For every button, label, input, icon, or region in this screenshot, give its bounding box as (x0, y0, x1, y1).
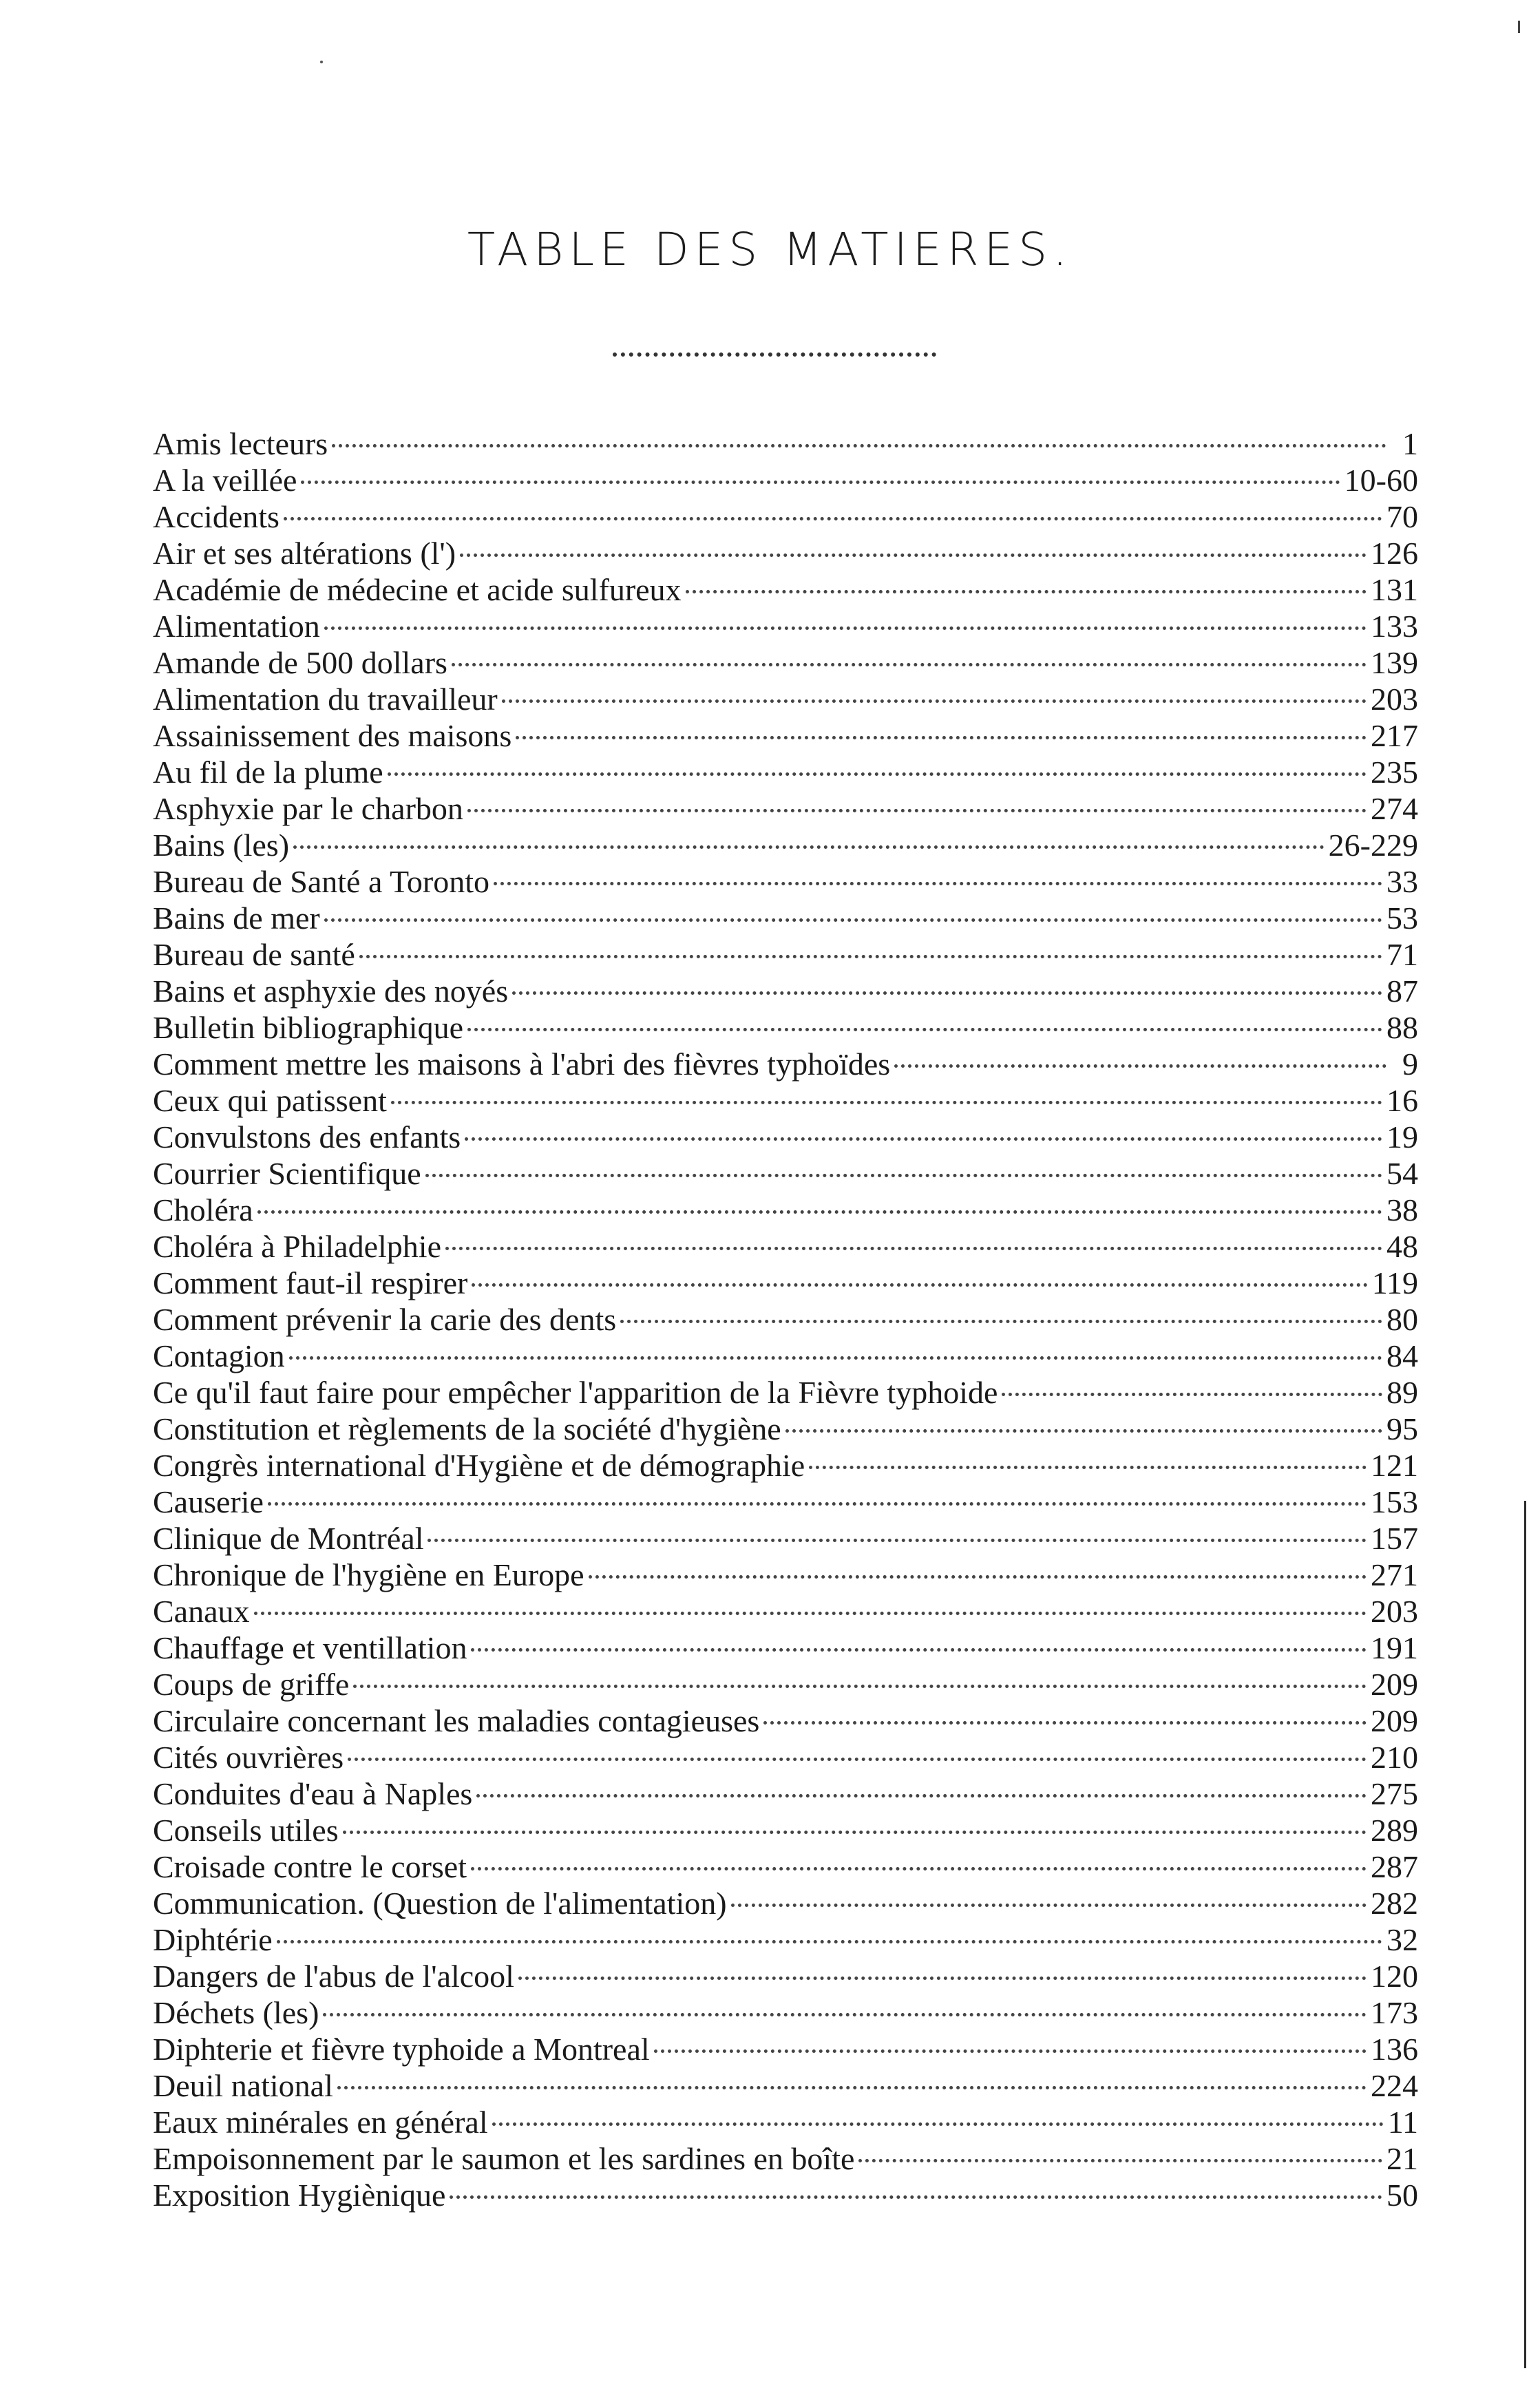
dot-leader (301, 481, 1340, 484)
toc-entry (153, 608, 1418, 644)
dot-leader (492, 2122, 1384, 2126)
toc-entry-page-number: 1 (1402, 426, 1418, 461)
toc-entry (153, 936, 1418, 973)
toc-entry-page-number: 84 (1386, 1338, 1418, 1373)
page-title: TABLE DES MATIERES. (467, 223, 1073, 276)
dot-leader (471, 1867, 1367, 1870)
toc-entry-page-number: 11 (1387, 2105, 1418, 2140)
toc-entry (153, 1046, 1418, 1082)
toc-entry (153, 2104, 1418, 2140)
toc-entry-title: Bureau de santé (153, 937, 355, 972)
toc-entry-page-number: 53 (1386, 900, 1418, 936)
dot-leader (467, 1028, 1382, 1031)
dot-leader (894, 1064, 1386, 1068)
toc-entry (153, 1557, 1418, 1593)
toc-entry-title: Bains (les) (153, 828, 290, 863)
toc-entry-page-number: 224 (1371, 2068, 1418, 2103)
dot-leader (324, 918, 1382, 922)
toc-entry (153, 1848, 1418, 1885)
toc-entry-title: Clinique de Montréal (153, 1521, 424, 1556)
dot-leader (654, 2049, 1367, 2053)
dot-leader (494, 882, 1382, 885)
table-of-contents (153, 425, 1418, 2213)
toc-entry-title: Asphyxie par le charbon (153, 791, 463, 826)
toc-entry (153, 1630, 1418, 1666)
toc-entry-page-number: 191 (1371, 1630, 1418, 1665)
toc-entry-page-number: 9 (1402, 1046, 1418, 1082)
toc-entry (153, 425, 1418, 462)
toc-entry (153, 1775, 1418, 1812)
toc-entry-title: Conseils utiles (153, 1813, 339, 1848)
toc-entry-page-number: 119 (1371, 1265, 1418, 1300)
toc-entry-page-number: 70 (1386, 499, 1418, 534)
toc-entry-title: Deuil national (153, 2068, 333, 2103)
toc-entry-page-number: 209 (1371, 1703, 1418, 1738)
toc-entry (153, 900, 1418, 936)
toc-entry-title: Croisade contre le corset (153, 1849, 467, 1884)
toc-entry-page-number: 271 (1371, 1557, 1418, 1592)
toc-entry-page-number: 289 (1371, 1813, 1418, 1848)
toc-entry-page-number: 217 (1371, 718, 1418, 753)
dot-leader (391, 1101, 1382, 1104)
toc-entry-page-number: 95 (1386, 1411, 1418, 1446)
toc-entry (153, 1155, 1418, 1192)
dot-leader (460, 554, 1367, 557)
toc-entry (153, 571, 1418, 608)
toc-entry-page-number: 157 (1371, 1521, 1418, 1556)
toc-entry-page-number: 131 (1371, 572, 1418, 607)
toc-entry-title: Dangers de l'abus de l'alcool (153, 1959, 514, 1994)
toc-entry-title: Choléra à Philadelphie (153, 1229, 441, 1264)
dot-leader (516, 736, 1367, 739)
dot-leader (289, 1356, 1382, 1360)
toc-entry-page-number: 274 (1371, 791, 1418, 826)
toc-entry (153, 1411, 1418, 1447)
toc-entry (153, 498, 1418, 535)
toc-entry-title: Chronique de l'hygiène en Europe (153, 1557, 584, 1592)
toc-entry (153, 681, 1418, 717)
toc-entry (153, 535, 1418, 571)
toc-entry-title: Bains et asphyxie des noyés (153, 973, 509, 1009)
toc-entry (153, 1812, 1418, 1848)
toc-entry (153, 2140, 1418, 2177)
dot-leader (353, 1685, 1367, 1688)
toc-entry-page-number: 21 (1386, 2141, 1418, 2176)
toc-entry-title: Alimentation (153, 609, 320, 644)
toc-entry-page-number: 136 (1371, 2032, 1418, 2067)
dot-leader (785, 1429, 1382, 1433)
toc-entry (153, 863, 1418, 900)
toc-entry-page-number: 153 (1371, 1484, 1418, 1519)
dot-leader (323, 2013, 1367, 2016)
toc-entry-page-number: 126 (1371, 536, 1418, 571)
dot-leader (589, 1575, 1367, 1579)
toc-entry-page-number: 19 (1386, 1119, 1418, 1155)
toc-entry-page-number: 173 (1371, 1995, 1418, 2030)
scan-corner-mark (1518, 21, 1520, 33)
dot-leader (450, 2195, 1382, 2199)
dot-leader (332, 444, 1386, 447)
toc-entry-title: Ce qu'il faut faire pour empêcher l'apparition de la Fièvre typhoide (153, 1375, 998, 1410)
scan-speck (320, 61, 323, 63)
toc-entry-page-number: 54 (1386, 1156, 1418, 1191)
toc-entry (153, 1009, 1418, 1046)
toc-entry-page-number: 71 (1386, 937, 1418, 972)
toc-entry (153, 1374, 1418, 1411)
toc-entry (153, 1484, 1418, 1520)
dot-leader (343, 1831, 1367, 1834)
toc-entry (153, 1338, 1418, 1374)
toc-entry-title: Conduites d'eau à Naples (153, 1776, 473, 1811)
toc-entry-title: Bureau de Santé a Toronto (153, 864, 490, 899)
toc-entry-title: Bulletin bibliographique (153, 1010, 463, 1045)
toc-entry-page-number: 16 (1386, 1083, 1418, 1118)
toc-entry (153, 1119, 1418, 1155)
toc-entry (153, 2067, 1418, 2104)
toc-entry-page-number: 48 (1386, 1229, 1418, 1264)
toc-entry (153, 1593, 1418, 1630)
toc-entry-title: Bains de mer (153, 900, 320, 936)
toc-entry (153, 1301, 1418, 1338)
toc-entry (153, 462, 1418, 498)
toc-entry-title: Cités ouvrières (153, 1740, 344, 1775)
dot-leader (284, 517, 1382, 520)
page-edge-line (1524, 1501, 1526, 2368)
toc-entry-title: Eaux minérales en général (153, 2105, 488, 2140)
toc-entry-title: Amis lecteurs (153, 426, 328, 461)
dot-leader (471, 1648, 1367, 1652)
toc-entry-page-number: 88 (1386, 1010, 1418, 1045)
toc-entry-page-number: 133 (1371, 609, 1418, 644)
toc-entry (153, 1082, 1418, 1119)
toc-entry-title: Amande de 500 dollars (153, 645, 447, 680)
toc-entry (153, 1739, 1418, 1775)
toc-entry-page-number: 50 (1386, 2178, 1418, 2213)
dot-leader (620, 1320, 1382, 1323)
dot-leader (731, 1904, 1367, 1907)
dot-leader (337, 2086, 1367, 2089)
toc-entry-page-number: 80 (1386, 1302, 1418, 1337)
toc-entry-page-number: 139 (1371, 645, 1418, 680)
dot-leader (809, 1466, 1367, 1469)
toc-entry-title: Coups de griffe (153, 1667, 350, 1702)
toc-entry (153, 973, 1418, 1009)
dot-leader (257, 1210, 1382, 1214)
toc-entry-page-number: 26-229 (1328, 828, 1418, 863)
toc-entry (153, 1921, 1418, 1958)
toc-entry-title: Contagion (153, 1338, 285, 1373)
toc-entry-title: Ceux qui patissent (153, 1083, 387, 1118)
dot-leader (359, 955, 1382, 958)
dot-leader (324, 626, 1367, 630)
dot-leader (293, 845, 1325, 849)
toc-entry-title: A la veillée (153, 463, 297, 498)
toc-entry-title: Exposition Hygiènique (153, 2178, 446, 2213)
dot-leader (268, 1502, 1367, 1506)
title-dotted-rule (613, 352, 936, 357)
toc-entry-title: Communication. (Question de l'alimentation) (153, 1886, 727, 1921)
toc-entry-title: Comment prévenir la carie des dents (153, 1302, 617, 1337)
toc-entry (153, 1447, 1418, 1484)
dot-leader (686, 590, 1367, 593)
toc-entry-page-number: 210 (1371, 1740, 1418, 1775)
toc-entry (153, 1192, 1418, 1228)
dot-leader (476, 1794, 1367, 1798)
dot-leader (254, 1612, 1367, 1615)
toc-entry (153, 2031, 1418, 2067)
toc-entry-title: Chauffage et ventillation (153, 1630, 467, 1665)
toc-entry-page-number: 38 (1386, 1192, 1418, 1227)
dot-leader (472, 1283, 1367, 1287)
toc-entry (153, 754, 1418, 790)
toc-entry (153, 2177, 1418, 2213)
dot-leader (445, 1247, 1382, 1250)
dot-leader (425, 1174, 1382, 1177)
toc-entry-title: Circulaire concernant les maladies contagieuses (153, 1703, 760, 1738)
toc-entry-title: Diphterie et fièvre typhoide a Montreal (153, 2032, 650, 2067)
toc-entry (153, 717, 1418, 754)
toc-entry-title: Au fil de la plume (153, 755, 383, 790)
toc-entry (153, 1520, 1418, 1557)
toc-entry-title: Diphtérie (153, 1922, 273, 1957)
dot-leader (428, 1539, 1367, 1542)
dot-leader (518, 1977, 1367, 1980)
dot-leader (763, 1721, 1367, 1725)
toc-entry (153, 1666, 1418, 1703)
toc-entry (153, 1994, 1418, 2031)
toc-entry-page-number: 287 (1371, 1849, 1418, 1884)
dot-leader (452, 663, 1367, 666)
toc-entry-page-number: 32 (1386, 1922, 1418, 1957)
toc-entry-page-number: 10-60 (1344, 463, 1418, 498)
dot-leader (465, 1137, 1382, 1141)
toc-entry-title: Alimentation du travailleur (153, 682, 498, 717)
toc-entry-page-number: 33 (1386, 864, 1418, 899)
toc-entry-page-number: 89 (1386, 1375, 1418, 1410)
toc-entry-page-number: 209 (1371, 1667, 1418, 1702)
toc-entry-page-number: 87 (1386, 973, 1418, 1009)
dot-leader (1002, 1393, 1382, 1396)
toc-entry-title: Causerie (153, 1484, 264, 1519)
toc-entry-title: Académie de médecine et acide sulfureux (153, 572, 682, 607)
toc-entry-title: Constitution et règlements de la société d'hygiène (153, 1411, 781, 1446)
dot-leader (467, 809, 1367, 812)
toc-entry (153, 790, 1418, 827)
dot-leader (858, 2159, 1382, 2162)
toc-entry-title: Choléra (153, 1192, 253, 1227)
toc-entry-title: Assainissement des maisons (153, 718, 512, 753)
toc-entry-title: Déchets (les) (153, 1995, 319, 2030)
dot-leader (388, 772, 1367, 776)
toc-entry-page-number: 235 (1371, 755, 1418, 790)
toc-entry-title: Air et ses altérations (l') (153, 536, 456, 571)
toc-entry (153, 1958, 1418, 1994)
toc-entry (153, 1703, 1418, 1739)
toc-entry-title: Congrès international d'Hygiène et de démographie (153, 1448, 805, 1483)
toc-entry-page-number: 203 (1371, 682, 1418, 717)
toc-entry-page-number: 282 (1371, 1886, 1418, 1921)
dot-leader (512, 991, 1382, 995)
toc-entry-title: Canaux (153, 1594, 250, 1629)
toc-entry-page-number: 275 (1371, 1776, 1418, 1811)
toc-entry-page-number: 120 (1371, 1959, 1418, 1994)
toc-entry-title: Convulstons des enfants (153, 1119, 461, 1155)
toc-entry-title: Comment faut-il respirer (153, 1265, 468, 1300)
toc-entry-title: Accidents (153, 499, 279, 534)
toc-entry (153, 644, 1418, 681)
dot-leader (348, 1758, 1367, 1761)
dot-leader (277, 1940, 1382, 1943)
toc-entry (153, 1885, 1418, 1921)
toc-entry-title: Empoisonnement par le saumon et les sardines en boîte (153, 2141, 855, 2176)
toc-entry-title: Courrier Scientifique (153, 1156, 421, 1191)
toc-entry-title: Comment mettre les maisons à l'abri des fièvres typhoïdes (153, 1046, 891, 1082)
toc-entry-page-number: 203 (1371, 1594, 1418, 1629)
toc-entry (153, 1265, 1418, 1301)
dot-leader (502, 699, 1367, 703)
toc-entry (153, 1228, 1418, 1265)
toc-entry-page-number: 121 (1371, 1448, 1418, 1483)
toc-entry (153, 827, 1418, 863)
